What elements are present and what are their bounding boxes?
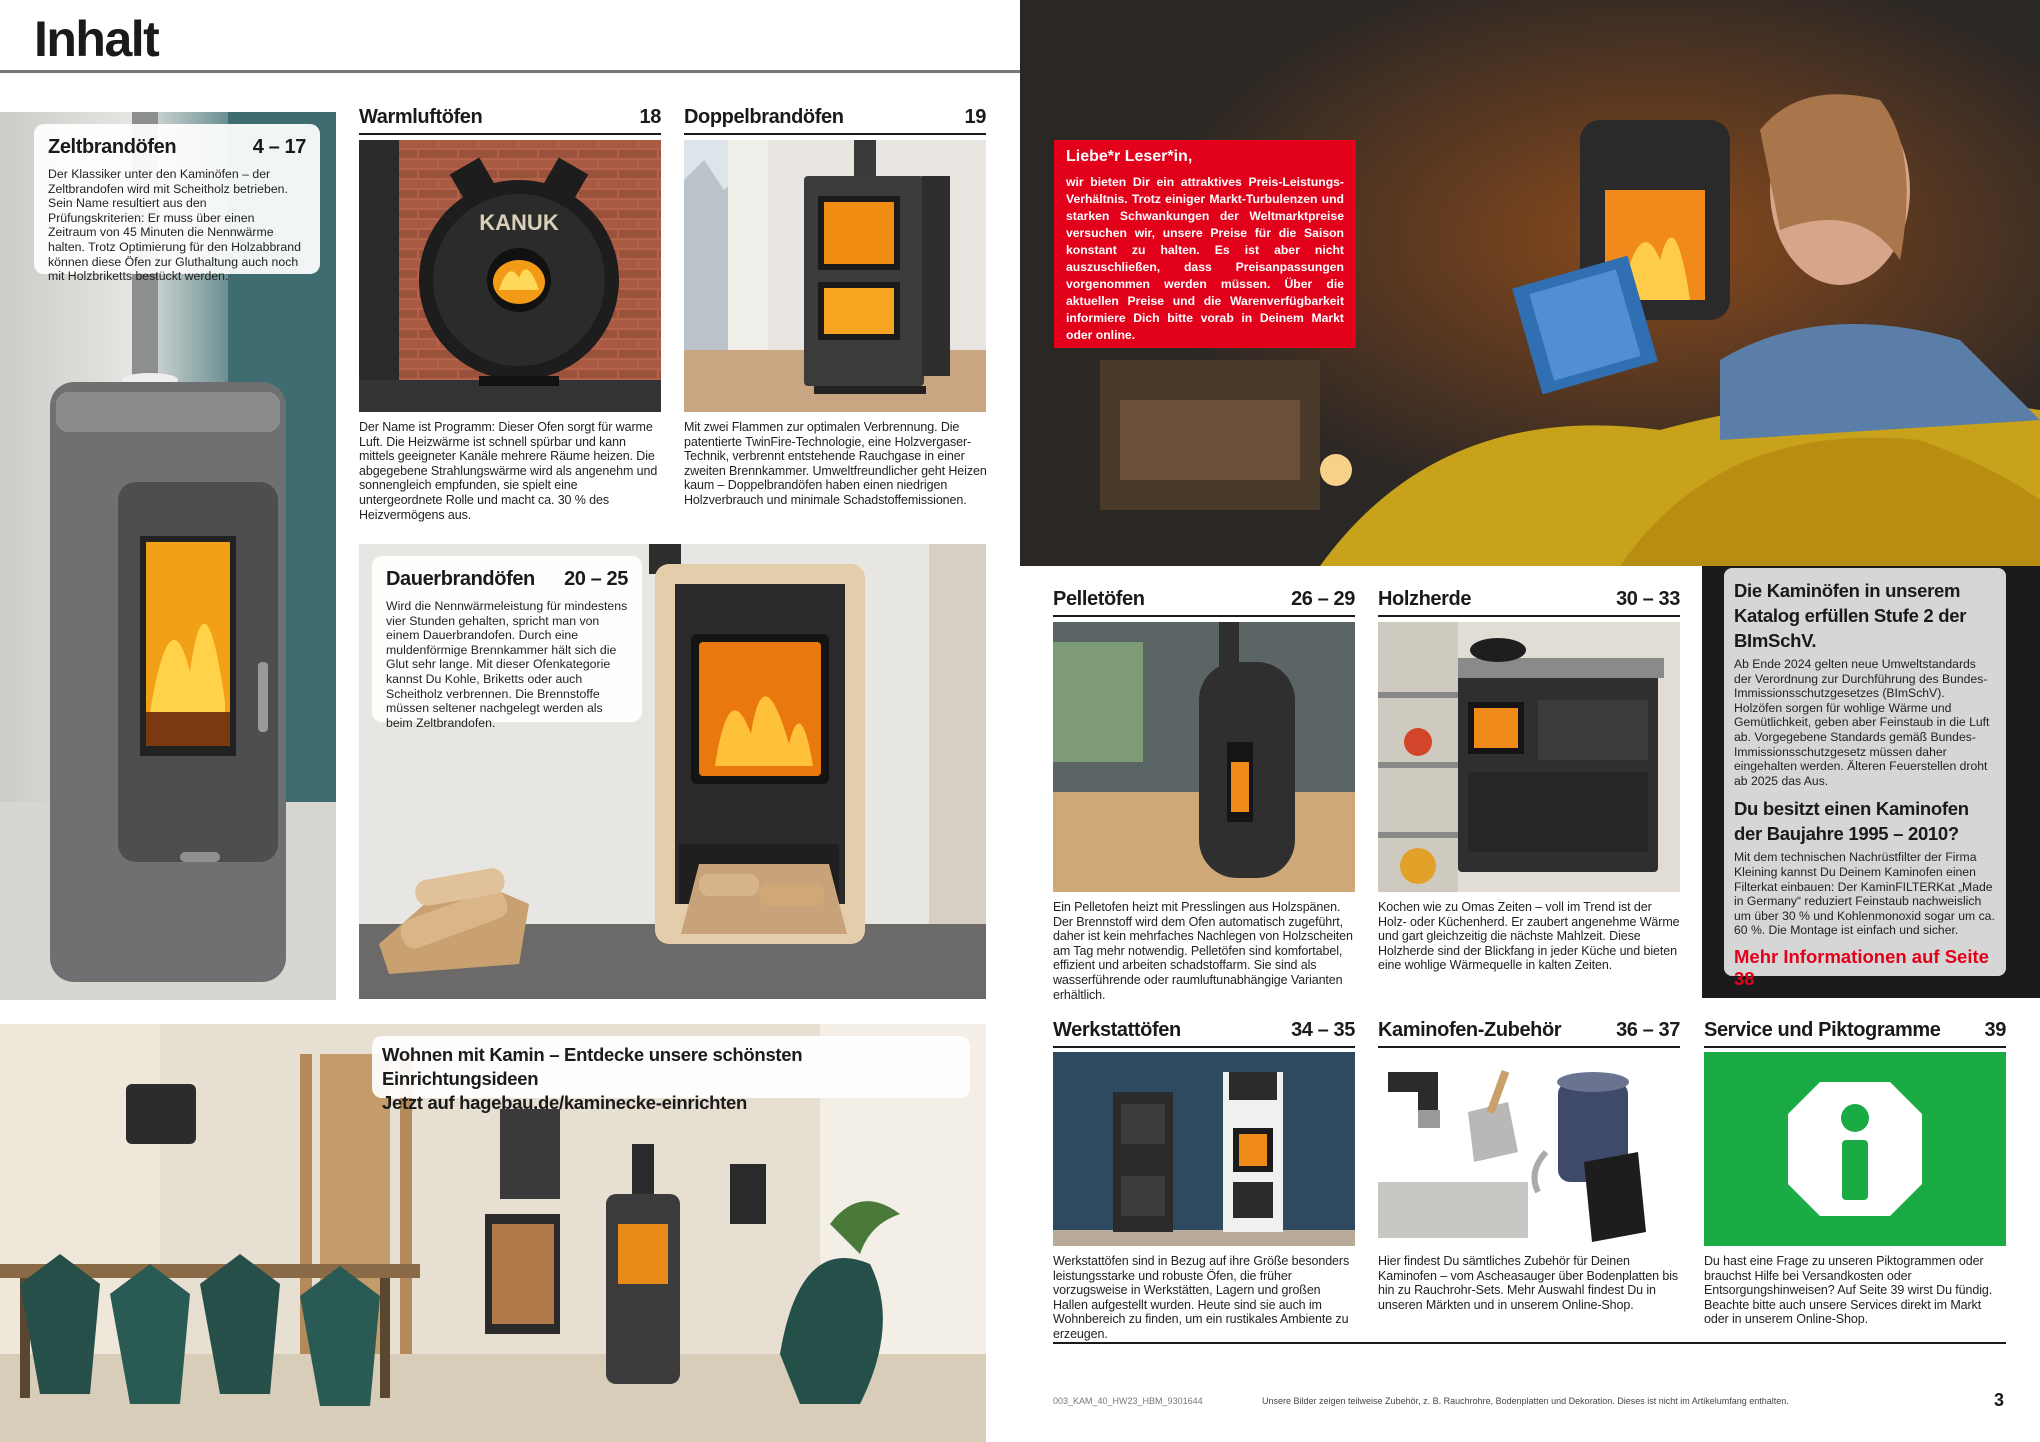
zubehoer-header [1378,1019,1680,1048]
werkstattoefen-header [1053,1019,1355,1048]
werkstattoefen-title: Werkstattöfen [1053,1019,1181,1041]
pelletoefen-pages[interactable]: 26 – 29 [1291,588,1355,610]
doppelbrandoefen-header [684,106,986,135]
service-title: Service und Piktogramme [1704,1019,1941,1041]
bimschv-infobox [1724,568,2006,989]
zeltbrandoefen-pages[interactable]: 4 – 17 [252,136,306,158]
letter-title: Liebe*r Leser*in, [1066,148,1193,165]
zubehoer-image [1378,1052,1680,1246]
title-divider [0,70,1020,73]
zubehoer-text: Hier findest Du sämtliches Zubehör für Deinen Kaminofen – vom Ascheasauger über Bodenplatten bis hin zu Rauchrohr-Sets. Mehr Auswahl findest Du in unseren Märkten und in unserem Online-Shop. [1378,1254,1679,1312]
werkstattoefen-pages[interactable]: 34 – 35 [1291,1019,1355,1041]
bottom-divider [1053,1342,2006,1344]
warmluftoefen-title: Warmluftöfen [359,106,483,128]
doppelbrandoefen-title: Doppelbrandöfen [684,106,844,128]
holzherde-pages[interactable]: 30 – 33 [1616,588,1680,610]
warmluftoefen-text: Der Name ist Programm: Dieser Ofen sorgt für warme Luft. Die Heizwärme ist schnell spürbar und kann mittels geeigneter Kanäle mehrere Räume heizen. Die abgegebene Strahlungswärme wird als angenehm und sonnengleich empfunden, sie spielt eine untergeordnete Rolle und macht ca. 30 % des Heizvermögens aus. [359,420,658,522]
letter-box [1054,140,1356,348]
service-info-tile[interactable] [1704,1052,2006,1246]
werkstattofen-image [1053,1052,1355,1246]
bimschv-heading2: Du besitzt einen Kaminofen der Baujahre 1995 – 2010? [1734,798,1969,845]
bimschv-text1: Ab Ende 2024 gelten neue Umweltstandards der Verordnung zur Durchführung des Bundes-Immissionsschutzgesetzes (BImSchV). Holzöfen sorgen für wohlige Wärme und Gemütlichkeit, geben aber Feinstaub in die Luft ab. Vorgegebene Standards gemäß Bundes-Immissionsschutzgesetz müssen daher eingehalten werden. Älteren Feuerstellen droht ab 2025 das Aus. [1734,657,1990,788]
holzherd-image [1378,622,1680,892]
wohnen-line1: Wohnen mit Kamin – Entdecke unsere schönsten Einrichtungsideen [382,1044,803,1089]
letter-text: wir bieten Dir ein attraktives Preis-Leistungs-Verhältnis. Trotz einiger Markt-Turbulenzen und starken Schwankungen der Weltmarktpreise versuchen wir, unsere Preise für die Saison konstant zu halten. Es ist aber nicht auszuschließen, dass Preisanpassungen vorgenommen werden müssen. Über die aktuellen Preise und die Warenverfügbarkeit informiere Dich bitte vorab in Deinem Markt oder online. [1066,175,1344,342]
info-icon [1704,1052,2006,1246]
zeltbrandoefen-infobox [34,124,320,284]
wohnen-line2[interactable]: Jetzt auf hagebau.de/kaminecke-einrichten [382,1092,748,1113]
pelletofen-image [1053,622,1355,892]
footer-code: 003_KAM_40_HW23_HBM_9301644 [1053,1396,1203,1406]
doppelbrandoefen-text: Mit zwei Flammen zur optimalen Verbrennung. Die patentierte TwinFire-Technologie, eine Holzvergaser-Technik, verbrennt entstehende Rauchgase in einer zweiten Brennkammer. Umweltfreundlicher geht Heizen kaum – Doppelbrandöfen haben einen niedrigen Holzverbrauch und minimale Schadstoffemissionen. [684,420,987,507]
warmluftoefen-header [359,106,661,135]
pelletoefen-title: Pelletöfen [1053,588,1145,610]
doppelbrandoefen-pages[interactable]: 19 [964,106,986,128]
dauerbrandoefen-pages[interactable]: 20 – 25 [564,568,628,590]
pelletoefen-header [1053,588,1355,617]
wohnen-infobox[interactable] [372,1036,970,1113]
holzherde-text: Kochen wie zu Omas Zeiten – voll im Trend ist der Holz- oder Küchenherd. Er zaubert angenehme Wärme und gart gleichzeitig die nächste Mahlzeit. Diese Holzherde sind der Blickfang in jeder Küche und bieten eine wohlige Wärmequelle in kalten Zeiten. [1378,900,1680,973]
holzherde-title: Holzherde [1378,588,1472,610]
dauerbrandoefen-title: Dauerbrandöfen [386,568,535,590]
dauerbrandoefen-text: Wird die Nennwärmeleistung für mindestens vier Stunden gehalten, spricht man von einem Dauerbrandofen. Durch eine muldenförmige Brennkammer hält sich die Glut sehr lange. Mit dieser Ofenkategorie kannst Du Kohle, Briketts oder auch Scheitholz verbrennen. Die Brennstoffe müssen seltener nachgelegt werden als beim Zeltbrandofen. [386,599,628,730]
warmluftoefen-pages[interactable]: 18 [639,106,661,128]
werkstattoefen-text: Werkstattöfen sind in Bezug auf ihre Größe besonders leistungsstarke und robuste Öfen, die früher vorzugsweise in Werkstätten, Lagern und großen Hallen aufgestellt wurden. Heute sind sie auch im Wohnbereich zu finden, um ein rustikales Ambiente zu erzeugen. [1053,1254,1350,1341]
service-header [1704,1019,2006,1048]
footer-note: Unsere Bilder zeigen teilweise Zubehör, z. B. Rauchrohre, Bodenplatten und Dekoration. Dieses ist nicht im Artikelumfang enthalten. [1262,1396,1789,1406]
bimschv-heading1: Die Kaminöfen in unserem Katalog erfüllen Stufe 2 der BImSchV. [1734,580,1967,651]
zubehoer-pages[interactable]: 36 – 37 [1616,1019,1680,1041]
zeltbrandoefen-title: Zeltbrandöfen [48,136,177,158]
page-number: 3 [1994,1390,2005,1410]
pelletoefen-text: Ein Pelletofen heizt mit Presslingen aus Holzspänen. Der Brennstoff wird dem Ofen automatisch zugeführt, daher ist kein mehrfaches Nachlegen von Holzscheiten am Tag mehr notwendig. Pelletöfen sind komfortabel, effizient und arbeiten schadstoffarm. Sie sind als wasserführende oder raumluftunabhängige Varianten erhältlich. [1053,900,1353,1002]
holzherde-header [1378,588,1680,617]
page-title: Inhalt [34,11,159,67]
zubehoer-title: Kaminofen-Zubehör [1378,1019,1562,1041]
dauerbrandoefen-infobox [372,556,642,730]
warmluftofen-image [359,140,661,412]
doppelbrandofen-image [684,140,986,412]
kanuk-logo-text: KANUK [479,210,559,235]
service-text: Du hast eine Frage zu unseren Piktogrammen oder brauchst Hilfe bei Versandkosten oder Entsorgungshinweisen? Auf Seite 39 wirst Du fündig. Beachte bitte auch unsere Services direkt im Markt oder in unserem Online-Shop. [1704,1254,1993,1327]
more-info-link[interactable]: Mehr Informationen auf Seite 38 [1734,945,1989,989]
bimschv-text2: Mit dem technischen Nachrüstfilter der Firma Kleining kannst Du Deinem Kaminofen einen Filterkat einbauen: Der KaminFILTERKat „Made in Germany“ reduziert Feinstaub nachweislich um über 30 % und Kohlenmonoxid sogar um ca. 60 %. Die Montage ist einfach und sicher. [1734,850,1995,938]
zeltbrandoefen-text: Der Klassiker unter den Kaminöfen – der Zeltbrandofen wird mit Scheitholz betrieben. Sein Name resultiert aus den Prüfungskriterien: Er muss über einen Zeitraum von 45 Minuten die Nennwärme halten. Trotz Optimierung für den Holzabbrand können diese Öfen zur Gluthaltung auch noch mit Holzbriketts bestückt werden. [48,167,301,284]
service-pages[interactable]: 39 [1984,1019,2006,1041]
